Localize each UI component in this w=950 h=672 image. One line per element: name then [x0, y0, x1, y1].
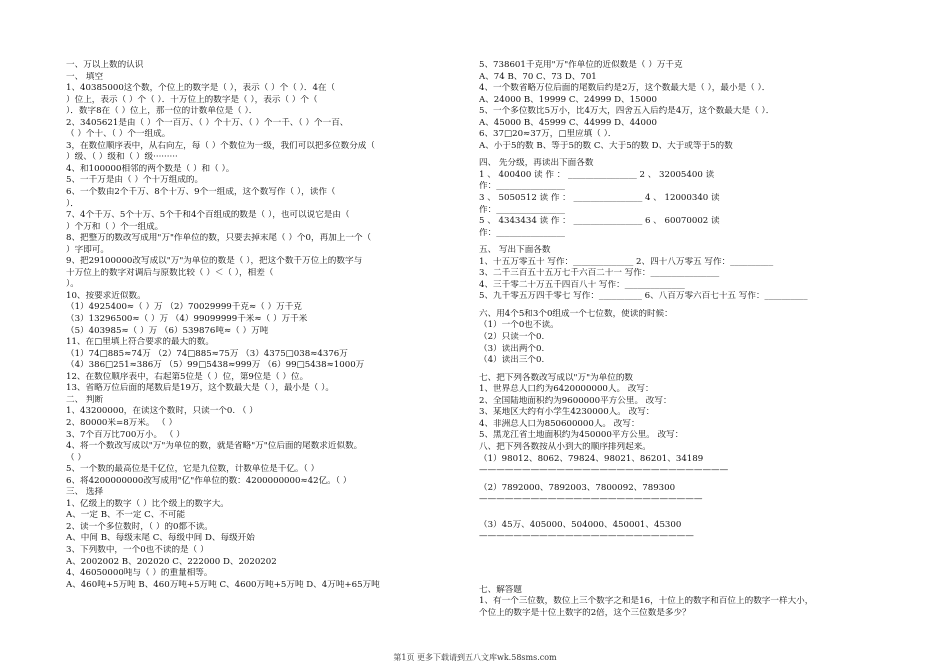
right-text-line: （2）只读一个0.: [479, 332, 545, 343]
left-text-line: ）．: [66, 198, 79, 209]
left-text-line: （1）4925400≈（ ）万 （2）70029999千克≈（ ）万千克: [66, 302, 302, 313]
left-text-line: 9、把29100000改写成以"万"为单位的数是（ ），把这个数千万位上的数字与: [66, 256, 363, 267]
left-text-line: 一、万以上数的认识: [66, 60, 144, 70]
left-text-line: （4）386□251≈386万 （5）99□5438≈999万 （6）99□5438≈1000万: [66, 360, 365, 371]
right-column: [479, 60, 889, 619]
right-text-line: —————————————————————————————: [479, 465, 729, 476]
right-text-line: 5 、 4343434 读 作 ： ________________ 6 、 60070002 读: [479, 216, 720, 227]
left-text-line: 13、省略万位后面的尾数后是19万，这个数最大是（ ），最小是（ ）。: [66, 383, 334, 394]
right-text-line: 1、十五万零五十 写作：______________ 2、四十八万零五 写作：__________: [479, 256, 774, 267]
right-text-line: 3 、 5050512 读 作 ： ________________ 4 、 12000340 读: [479, 193, 720, 204]
right-text-line: 1、世界总人口约为6420000000人。 改写：: [479, 384, 654, 395]
left-text-line: 7、4个千万、5个十万、5个千和4个百组成的数是（ ），也可以说它是由（: [66, 210, 350, 221]
left-text-line: 3、下列数中，一个0也不读的是（ ）: [66, 544, 209, 555]
right-text-line: （3）45万、405000、504000、450001、45300: [479, 519, 682, 530]
left-text-line: A、2002002 B、202020 C、222000 D、2020202: [66, 556, 277, 567]
left-text-line: （3）13296500≈（ ）万 （4）99099999千米≈（ ）万千米: [66, 314, 308, 325]
right-text-line: 七、把下列各数改写成以"万"为单位的数: [479, 372, 634, 383]
right-text-line: A、小于5的数 B、等于5的数 C、大于5的数 D、大于或等于5的数: [479, 140, 733, 151]
left-text-line: 1、亿级上的数字（ ）比个级上的数字大。: [66, 498, 229, 509]
left-text-line: （ ）个十、（ ）个一组成。: [66, 129, 171, 140]
left-text-line: ）个万和（ ）个一组成。: [66, 221, 164, 232]
left-text-line: A、一定 B、不一定 C、不可能: [66, 510, 186, 521]
right-text-line: 3、某地区大约有小学生4230000人。 改写：: [479, 407, 655, 418]
left-text-line: ）字即可。: [66, 244, 109, 255]
left-text-line: A、中间 B、每级末尾 C、每级中间 D、每级开始: [66, 533, 255, 544]
right-text-line: 1 、 400400 读 作 ： ________________ 2 、 32005400 读: [479, 169, 715, 180]
right-text-line: （1）一个0也不读。: [479, 320, 559, 331]
spacer: [479, 543, 889, 585]
left-text-line: 3、7个百万比700万小。 （ ）: [66, 429, 185, 440]
right-text-line: 5、738601千克用"万"作单位的近似数是（ ）万千克: [479, 60, 683, 70]
left-text-line: ）．数字8在（ ）位上，那一位的计数单位是（ ）．: [66, 106, 258, 117]
right-text-line: —————————————————————————: [479, 531, 694, 542]
right-text-line: 八、把下列各数按从小到大的顺序排列起来。: [479, 441, 651, 452]
right-text-line: 七、解答题: [479, 584, 522, 595]
right-text-line: 5、九千零五万四千零七 写作：__________ 6、八百万零六百七十五 写作：__________: [479, 291, 808, 302]
right-text-line: 作：________________: [479, 181, 565, 192]
right-text-line: 六、用4个5和3个0组成一个七位数，使读的时候：: [479, 308, 673, 319]
right-text-line: （3）读出两个0.: [479, 343, 545, 354]
left-text-line: 6、将4200000000改写成用"亿"作单位的数：4200000000≈42亿。（ ）: [66, 475, 352, 486]
left-text-line: 三、 选择: [66, 487, 104, 498]
left-text-line: （ ）: [66, 452, 86, 463]
right-text-line: 4、非洲总人口为850600000人。 改写：: [479, 418, 640, 429]
left-text-line: 8、把整万的数改写成用"万"作单位的数，只要去掉末尾（ ）个0，再加上一个（: [66, 233, 372, 244]
left-text-line: ）。: [66, 279, 79, 290]
right-text-line: 五、 写出下面各数: [479, 245, 551, 256]
right-text-line: A、74 B、70 C、73 D、701: [479, 71, 597, 82]
right-text-line: 个位上的数字是十位上数字的2倍，这个三位数是多少？: [479, 607, 691, 618]
right-text-line: 作：________________: [479, 227, 565, 238]
right-text-line: （4）读出三个0.: [479, 355, 545, 366]
left-text-line: 1、43200000，在读这个数时，只读一个0. （ ）: [66, 406, 258, 417]
left-text-line: 二、 判断: [66, 394, 104, 405]
left-text-line: 十万位上的数字对调后与原数比较（ ）＜（ ），相差（: [66, 267, 274, 278]
page-footer: 第1页 更多下载请到五八文库wk.58sms.com: [393, 653, 557, 662]
left-text-line: ）级、（ ）级和（ ）级·········: [66, 152, 178, 163]
right-text-line: A、45000 B、45999 C、44999 D、44000: [479, 117, 657, 128]
left-text-line: 1、40385000这个数，个位上的数字是（ ），表示（ ）个（ ）．4在（: [66, 83, 336, 94]
right-text-line: 1、有一个三位数，数位上三个数字之和是16，十位上的数字和百位上的数字一样大小，: [479, 596, 814, 607]
right-text-line: （1）98012、8062、79824、98021、86201、34189: [479, 453, 704, 464]
left-text-line: 2、3405621是由（ ）个一百万、（ ）个十万、（ ）个一千、（ ）个一百、: [66, 117, 349, 128]
left-text-line: 4、和100000相邻的两个数是（ ）和（ ）。: [66, 163, 235, 174]
right-text-line: 5、一个多位数比5万小，比4万大，四舍五入后约是4万，这个数最大是（ ）．: [479, 106, 775, 117]
left-text-line: 11、在□里填上符合要求的最大的数。: [66, 337, 214, 348]
left-text-line: 4、46050000吨与（ ）的重量相等。: [66, 568, 213, 579]
right-text-line: 四、 先分级，再读出下面各数: [479, 158, 594, 169]
left-text-line: ）位上，表示（ ）个（ ）．十万位上的数字是（ ），表示（ ）个（: [66, 94, 318, 105]
left-text-line: （5）403985≈（ ）万 （6）539876吨≈（ ）万吨: [66, 325, 269, 336]
left-text-line: A、460吨+5万吨 B、460万吨+5万吨 C、4600万吨+5万吨 D、4万吨+65万吨: [66, 579, 380, 590]
left-text-line: 2、80000米=8万米。 （ ）: [66, 417, 178, 428]
left-text-line: 5、一千万是由（ ）个十万组成的。: [66, 175, 204, 186]
right-text-line: 4、一个数省略万位后面的尾数后约是2万，这个数最大是（ ），最小是（ ）．: [479, 83, 771, 94]
right-text-line: 3、二千三百五十五万七千六百二十一 写作：________________: [479, 268, 720, 279]
right-text-line: 4、三千零二十万五千四百八十 写作：______________: [479, 279, 685, 290]
left-column: [66, 60, 476, 591]
left-text-line: 6、一个数由2个千万、8个十万、9个一组成，这个数写作（ ），读作（: [66, 187, 336, 198]
right-text-line: 作：________________: [479, 204, 565, 215]
left-text-line: 一、 填空: [66, 71, 104, 82]
right-text-line: 2、全国陆地面积约为9600000平方公里。 改写：: [479, 395, 672, 406]
spacer: [479, 506, 889, 520]
left-text-line: 3，在数位顺序表中，从右向左，每（ ）个数位为一级，我们可以把多位数分成（: [66, 140, 375, 151]
left-text-line: 12、在数位顺序表中，右起第5位是（ ）位，第9位是（ ）位。: [66, 371, 309, 382]
right-text-line: 5、黑龙江省土地面积约为450000平方公里。 改写：: [479, 430, 684, 441]
right-text-line: （2）7892000、7892003、7800092、789300: [479, 482, 676, 493]
right-text-line: ——————————————————————————: [479, 494, 703, 505]
left-text-line: 2、读一个多位数时，（ ）的0都不读。: [66, 521, 213, 532]
left-text-line: 4、将一个数改写成以"万"为单位的数，就是省略"万"位后面的尾数求近似数。: [66, 441, 363, 452]
right-text-line: 6、37□20≈37万，□里应填（ ）．: [479, 129, 617, 140]
left-text-line: （1）74□885≈74万 （2）74□885≈75万 （3）4375□038≈4376万: [66, 348, 348, 359]
right-text-line: A、24000 B、19999 C、24999 D、15000: [479, 94, 657, 105]
left-text-line: 10、按要求近似数。: [66, 290, 146, 301]
left-text-line: 5、一个数的最高位是千亿位，它是九位数，计数单位是千亿。（ ）: [66, 464, 320, 475]
